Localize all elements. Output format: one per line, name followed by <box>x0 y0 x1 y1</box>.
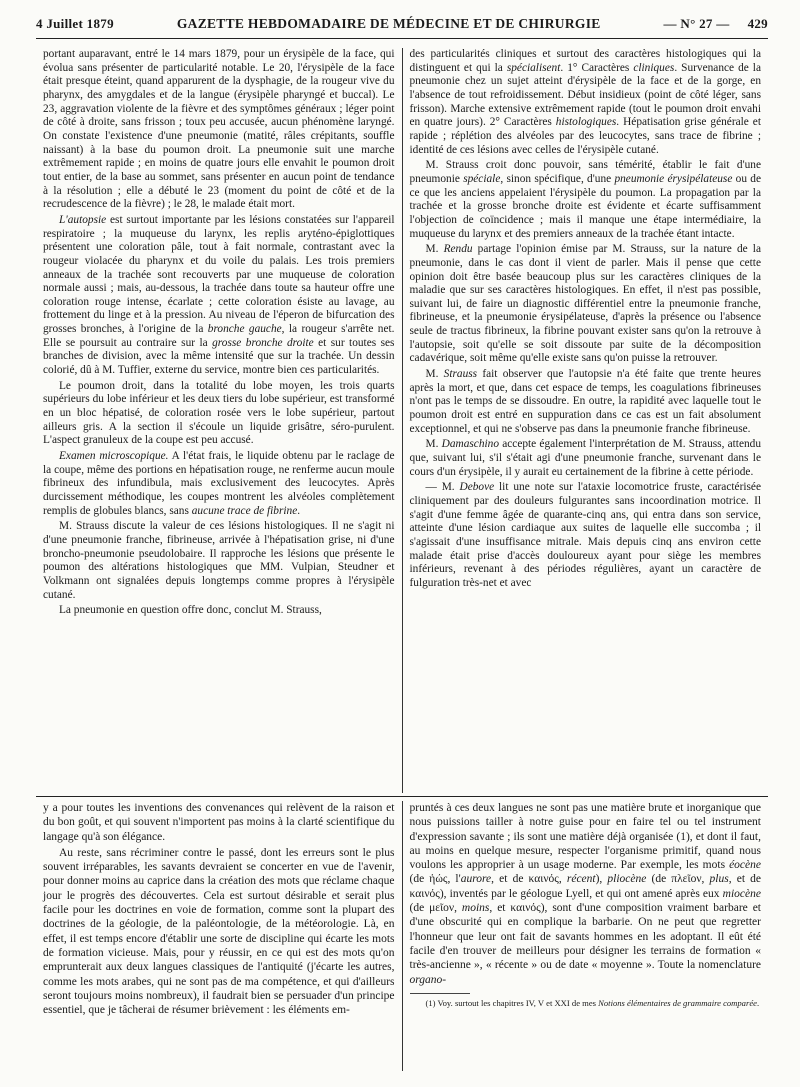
footnote-rule <box>410 993 470 994</box>
paragraph: y a pour toutes les inventions des convenances qui relèvent de la raison et du bon goût, et qui souvent n'importent pas moins à la clarté scientifique du langage qu'à son élégance. <box>43 802 395 843</box>
feuilleton-section <box>36 801 768 1071</box>
feuilleton-column-left <box>36 801 402 1071</box>
paragraph: M. Rendu partage l'opinion émise par M. Strauss, sur la nature de la pneumonie, dans le cas dont il vient de parler. Mais il pense que cette opinion doit être basée beaucoup plus sur les caractères cliniques de la maladie que sur ses caractères histologiques. En effet, il n'est pas possible, suivant lui, de faire un diagnostic différentiel entre la pneumonie franche, fibrineuse, et la pneumonie érysipélateuse, d'après la présence ou l'absence seule de tractus fibrineux, la fibrine pouvant exister sans qu'on la retrouve à l'autopsie, soit qu'elle se soit dissoute par suite de la décomposition cadavérique, soit même qu'elle existe sans qu'on puisse la retrouver. <box>409 243 761 365</box>
report-column-right <box>403 48 769 793</box>
paragraph: Examen microscopique. A l'état frais, le liquide obtenu par le raclage de la coupe, même des portions en hépatisation rouge, ne renferme aucun moule fibrineux des infundibula, mais exclusivement des leucocytes. Après durcissement méthodique, les coupes montrent les alvéoles complètement remplis de globules blancs, sans aucune trace de fibrine. <box>43 450 395 517</box>
issue-number: — N° 27 — <box>663 16 730 31</box>
paragraph: La pneumonie en question offre donc, conclut M. Strauss, <box>59 604 322 617</box>
header-date: 4 Juillet 1879 <box>36 16 114 31</box>
paragraph: portant auparavant, entré le 14 mars 1879, pour un érysipèle de la face, qui évolua sans présenter de particularité notable. Le 20, l'érysipèle de la face était presque éteint, quand apparurent de la dysphagie, de la rougeur vive du pharynx, des amygdales et de la langue (érysipèle pharyngé et buccal). Le 23, aggravation violente de la fièvre et des symptômes généraux ; léger point de côté à droite, sans frisson ; toux peu accusée, aucun phénomène laryngé. On constate l'existence d'une pneumonie (matité, râles crépitants, souffle naissant) à la base du poumon droit. La pneumonie suit une marche extrêmement rapide ; en moins de quatre jours elle envahit le poumon droit tout entier, de la base au sommet, sans présenter en aucun point de tendance à la résolution ; elle a débuté le 23 (moment du point de côté et de la recrudescence de la fièvre) ; le 28, le malade était mort. <box>43 48 395 211</box>
header-right <box>664 16 768 32</box>
paragraph: Au reste, sans récriminer contre le passé, dont les erreurs sont le plus souvent irréparables, les savants devraient se concerter en vue de l'avenir, pour donner moins au caprice dans la création des mots que réclame chaque jour le progrès des découvertes. Cela est surtout désirable et serait plus facile pour les doctrines en voie de formation, comme sont la plupart des doctrines de la géologie, de la paléontologie, de la météorologie. Là, en effet, il est temps encore d'établir une sorte de discipline qui écarte les mots de formation vicieuse. Mais, pour y réussir, en ce qui est des mots qu'on emprunterait aux deux langues classiques de l'antiquité (j'écarte les autres, comme les mots arabes, qui ne sont pas de ma compétence, et qui d'ailleurs seront toujours moins nombreux), il faudrait bien se persuader d'un principe essentiel, que je tâcherai de résumer brièvement : les éléments em- <box>43 846 395 1017</box>
paragraph: Le poumon droit, dans la totalité du lobe moyen, les trois quarts supérieurs du lobe inférieur et les deux tiers du lobe supérieur, est transformé en un bloc hépatisé, de coloration rosée vers le lobe supérieur, partout ailleurs gris. A la section il s'écoule un liquide grisâtre, séro-purulent. L'aspect granuleux de la coupe est peu accusé. <box>43 379 395 447</box>
paragraph: pruntés à ces deux langues ne sont pas une matière brute et inorganique que nous puissions tailler à notre guise pour en faire tel ou tel instrument d'expression savante ; ils sont une matière déjà organisée (1), et dont il faut, au moins en quelque mesure, respecter l'organisme primitif, quand nous voulons les approprier à un usage moderne. Par exemple, les mots éocène (de ἠώς, l'aurore, et de καινός, récent), pliocène (de πλεῖον, plus, et de καινός), inventés par le géologue Lyell, et qui ont amené après eux miocène (de μεῖον, moins, et καινός), sont d'une composition vraiment barbare et d'une obscurité qui en complique la barbarie. On ne peut que regretter l'honneur que leur ont fait de savants hommes en les adoptant. Il eût été facile d'en trouver de meilleurs pour désigner les terrains de formation « très-ancienne », « récente » ou de date « moyenne ». Toute la nomenclature organo- <box>409 802 761 986</box>
paragraph: M. Strauss fait observer que l'autopsie n'a été faite que trente heures après la mort, et que, dans cet espace de temps, les coagulations fibrineuses n'ont pas le temps de se dissoudre. En outre, la rapidité avec laquelle tout le poumon droit est entré en suppuration dans ce cas est un fait absolument exceptionnel, et qui ne s'observe pas dans la pneumonie franche fibrineuse. <box>409 368 761 435</box>
report-column-left <box>36 48 402 793</box>
paragraph: M. Strauss discute la valeur de ces lésions histologiques. Il ne s'agit ni d'une pneumonie franche, fibrineuse, arrivée à l'hépatisation grise, ni d'une broncho-pneumonie pseudolobaire. Il rapproche les lésions que présente le poumon des altérations histologiques que MM. Vulpian, Steudner et Volkmann ont signalées depuis longtemps comme propres à l'érysipèle cutané. <box>43 520 395 601</box>
page-number: 429 <box>747 16 768 31</box>
paragraph: L'autopsie est surtout importante par les lésions constatées sur l'appareil respiratoire ; la muqueuse du larynx, les replis aryténo-épiglottiques présentent une coloration pâle, tout à fait normale, contrastant avec la rougeur violacée du pharynx et du voile du palais. Les trois premiers anneaux de la trachée sont recouverts par une muqueuse de coloration normale aussi ; mais, au-dessous, la trachée dans toute sa hauteur offre une coloration rouge intense, écarlate ; cette coloration ésiste au lavage, au frottement du linge et à la pression. Au niveau de l'éperon de bifurcation des grosses bronches, à l'origine de la bronche gauche, la rougeur s'arrête net. Elle se poursuit au contraire sur la grosse bronche droite et sur toutes ses branches de division, avec la même intensité que sur la trachée. Un dessin colorié, dû à M. Tuffier, externe du service, montre bien ces particularités. <box>43 213 395 377</box>
report-section <box>36 48 768 793</box>
paragraph: M. Strauss croit donc pouvoir, sans témérité, établir le fait d'une pneumonie spéciale, sinon spécifique, d'une pneumonie érysipélateuse ou de ce que les anciens appelaient l'érysipèle du poumon. La propagation par la trachée et la grosse bronche droite est évidente et écarte suffisamment l'objection de coïncidence ; mais il manque une étape intermédiaire, la muqueuse du larynx et des premiers anneaux de la trachée étant intacte. <box>409 159 761 240</box>
journal-title: GAZETTE HEBDOMADAIRE DE MÉDECINE ET DE CHIRURGIE <box>176 16 601 31</box>
paragraph: des particularités cliniques et surtout des caractères histologiques qui la distinguent et qui la spécialisent. 1° Caractères cliniques. Survenance de la pneumonie chez un sujet atteint d'érysipèle de la face et de la gorge, en l'absence de tout refroidissement. Début insidieux (point de côté léger, sans frisson). Marche extensive extrêmement rapide (tout le poumon droit envahi en quatre jours). 2° Caractères histologiques. Hépatisation grise générale et rapide ; réplétion des alvéoles par des leucocytes, sans trace de fibrine ; identité de ces lésions avec celles de l'érysipèle cutané. <box>409 48 761 156</box>
paragraph: — M. Debove lit une note sur l'ataxie locomotrice fruste, caractérisée cliniquement par des douleurs fulgurantes sans incoordination motrice. Il s'agit d'une femme âgée de quarante-cinq ans, qui entra dans son service, atteinte d'une lésion cardiaque aux suites de laquelle elle succomba ; il s'agissait d'une insuffisance mitrale. Mais depuis cinq ans environ cette malade était prise d'accès douloureux ayant pour siège les membres inférieurs, revenant à des périodes régulières, ayant un caractère de fulguration très-net et avec <box>409 481 761 589</box>
page-header <box>36 10 768 39</box>
feuilleton-column-right <box>403 801 769 1071</box>
paragraph: M. Damaschino accepte également l'interprétation de M. Strauss, attendu que, suivant lui, s'il s'était agi d'une pneumonie franche, survenant dans le cours d'un érysipèle, il y aurait eu certainement de la fibrine à cette période. <box>409 438 761 478</box>
section-divider <box>36 796 768 797</box>
footnote: (1) Voy. surtout les chapitres IV, V et XXI de mes Notions élémentaires de grammaire comparée. <box>425 997 760 1008</box>
